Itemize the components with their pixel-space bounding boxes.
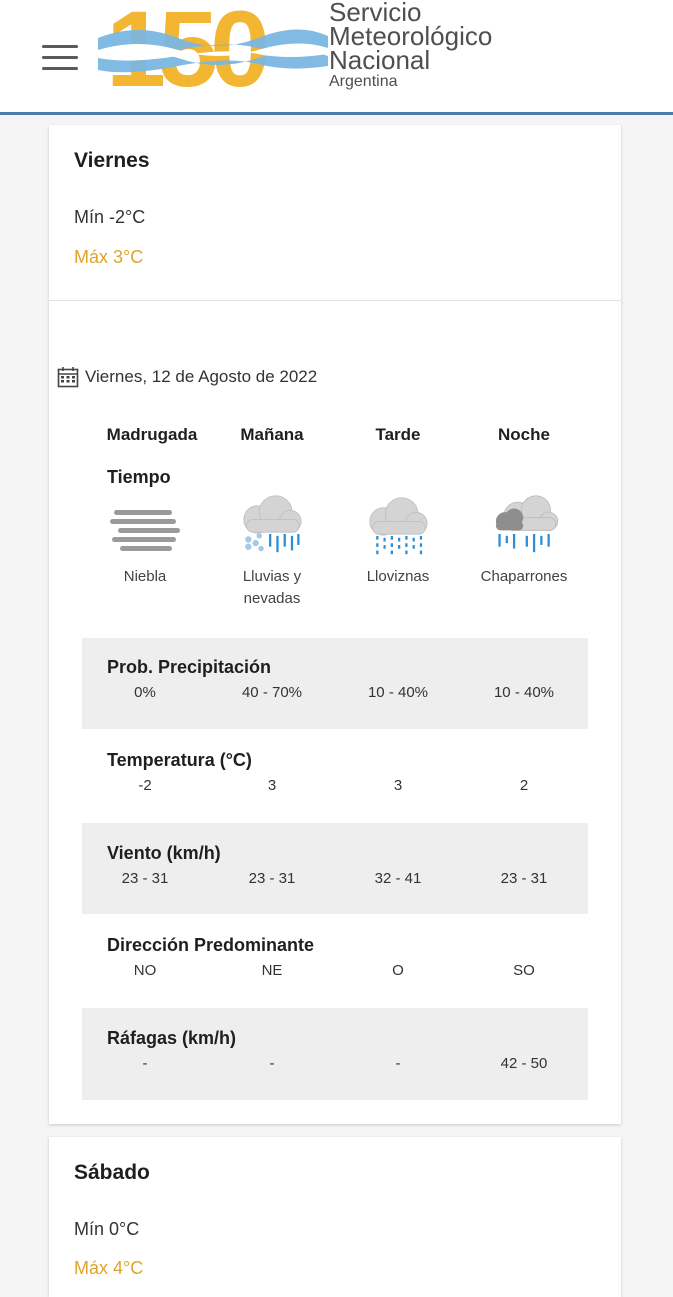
period-manana: Mañana [240,425,304,444]
rain-snow-icon [234,494,310,554]
gust-value: - [269,1055,275,1072]
gust-value: - [395,1055,401,1072]
direction-value: O [392,962,404,979]
date-text: Viernes, 12 de Agosto de 2022 [85,367,318,386]
menu-icon[interactable] [42,45,78,71]
gust-value: - [142,1055,148,1072]
row-title-temp: Temperatura (°C) [107,750,252,770]
drizzle-icon [360,496,436,556]
row-title-precip: Prob. Precipitación [107,657,272,677]
temp-value: -2 [138,777,152,794]
max-temp: Máx 3°C [74,247,144,267]
wind-value: 23 - 31 [500,870,548,887]
precip-value: 0% [134,684,156,701]
showers-icon [487,494,563,554]
condition-label: Chaparrones [480,568,568,585]
condition-label: Lloviznas [366,568,430,585]
period-tarde: Tarde [375,425,421,444]
condition-label: Lluvias y nevadas [242,568,302,607]
condition-label: Niebla [123,568,167,585]
row-band [82,823,588,914]
wind-value: 23 - 31 [121,870,169,887]
wind-value: 23 - 31 [248,870,296,887]
period-noche: Noche [498,425,550,444]
weather-title: Tiempo [107,467,171,487]
gust-value: 42 - 50 [500,1055,548,1072]
precip-value: 40 - 70% [241,684,303,701]
divider [49,300,621,301]
fog-icon [108,500,184,560]
temp-value: 2 [519,777,529,794]
day-title[interactable]: Sábado [74,1161,150,1184]
max-temp: Máx 4°C [74,1258,144,1278]
site-header [0,0,673,115]
direction-value: NE [261,962,283,979]
calendar-icon [57,366,79,388]
min-temp: Mín 0°C [74,1219,140,1239]
precip-value: 10 - 40% [493,684,555,701]
temp-value: 3 [267,777,277,794]
forecast-card-sabado [49,1137,621,1297]
row-title-gusts: Ráfagas (km/h) [107,1028,237,1048]
forecast-date [57,366,317,388]
period-madrugada: Madrugada [106,425,198,444]
row-title-wind: Viento (km/h) [107,843,221,863]
row-band [82,1008,588,1100]
min-temp: Mín -2°C [74,207,146,227]
day-title[interactable]: Viernes [74,149,150,172]
org-name: Servicio Meteorológico Nacional Argentina [329,0,493,90]
temp-value: 3 [393,777,403,794]
direction-value: SO [513,962,535,979]
wind-value: 32 - 41 [374,870,422,887]
direction-value: NO [133,962,157,979]
precip-value: 10 - 40% [367,684,429,701]
smn-150-logo[interactable] [98,0,328,92]
row-title-direction: Dirección Predominante [107,935,315,955]
